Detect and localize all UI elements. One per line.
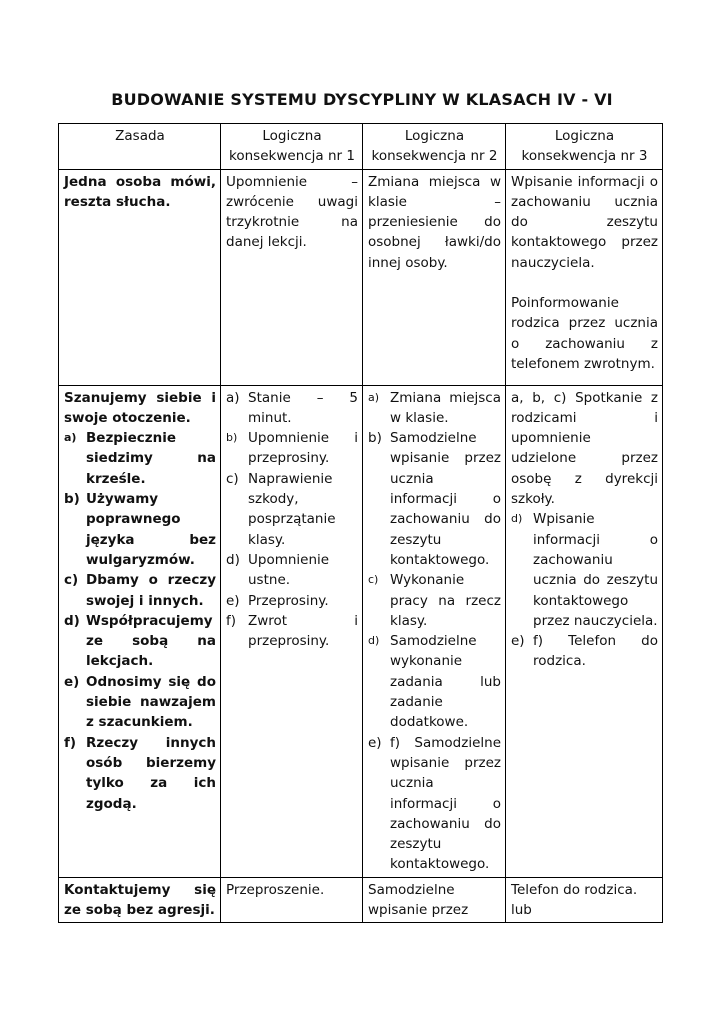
consequence-3-note: Poinformowanie rodzica przez ucznia o zachowaniu z telefonem zwrotnym. (511, 295, 658, 372)
consequence-2-cell: Zmiana miejsca w klasie – przeniesienie do osobnej ławki/do innej osoby. (363, 169, 506, 385)
list-marker: d) (226, 551, 240, 568)
consequence-1-cell: Upomnienie – zwrócenie uwagi trzykrotnie na danej lekcji. (221, 169, 363, 385)
list-text: Używamy poprawnego języka bez wulgaryzmów. (86, 491, 216, 568)
consequence-3-note: lub (511, 902, 532, 919)
page-title: BUDOWANIE SYSTEMU DYSCYPLINY W KLASACH IV - VI (111, 90, 613, 109)
header-konsekwencja-3: Logiczna konsekwencja nr 3 (506, 124, 663, 170)
list-text: Wykonanie pracy na rzecz klasy. (390, 572, 501, 629)
list-marker: e) (64, 673, 80, 690)
list-marker: d) (368, 634, 380, 648)
list-text: Przeprosiny. (248, 592, 329, 609)
list-text: f) Samodzielne wpisanie przez ucznia informacji o zachowaniu do zeszytu kontaktowego. (390, 734, 501, 873)
list-item (226, 591, 358, 611)
list-text: Upomnienie i przeprosiny. (248, 430, 358, 467)
list-marker: a) (226, 389, 240, 406)
list-item (226, 469, 358, 550)
table-row (59, 169, 663, 385)
list-text: Zwrot i przeprosiny. (248, 612, 358, 650)
consequence-3-cell (506, 385, 663, 877)
list-text: Samodzielne wykonanie zadania lub zadanie dodatkowe. (390, 633, 501, 731)
consequence-3-cell (506, 169, 663, 385)
list-text: Rzeczy innych osób bierzemy tylko za ich zgodą. (86, 734, 216, 812)
list-marker: f) (226, 612, 237, 629)
list-marker: b) (368, 430, 382, 447)
header-konsekwencja-1: Logiczna konsekwencja nr 1 (221, 124, 363, 170)
rule-cell: Kontaktujemy się ze sobą bez agresji. (59, 877, 221, 923)
list-text: Zmiana miejsca w klasie. (390, 389, 501, 426)
list-item (64, 611, 216, 672)
consequence-3-intro: a, b, c) Spotkanie z rodzicami i upomnienie udzielone przez osobę z dyrekcji szkoły. (511, 389, 658, 508)
list-marker: a) (64, 431, 77, 445)
list-item (226, 550, 358, 591)
list-item (226, 388, 358, 429)
list-marker: f) (64, 734, 77, 751)
rule-cell (59, 385, 221, 877)
list-item (368, 388, 501, 429)
consequence-2-cell (363, 385, 506, 877)
consequence-2-cell: Samodzielne wpisanie przez (363, 877, 506, 923)
list-marker: c) (226, 470, 239, 487)
list-text: f) Telefon do rodzica. (533, 633, 658, 670)
list-marker: d) (64, 612, 80, 629)
discipline-table (58, 123, 663, 923)
table-row (59, 877, 663, 923)
list-text: Upomnienie ustne. (248, 551, 330, 589)
list-text: Wpisanie informacji o zachowaniu ucznia do zeszytu kontaktowego przez nauczyciela. (533, 511, 658, 629)
list-text: Dbamy o rzeczy swojej i innych. (86, 572, 216, 609)
list-item (368, 733, 501, 875)
list-marker: c) (64, 572, 79, 589)
list-marker: b) (64, 491, 80, 508)
list-text: Naprawienie szkody, posprzątanie klasy. (248, 470, 336, 548)
table-row (59, 385, 663, 877)
list-item (64, 570, 216, 611)
list-marker: b) (226, 431, 238, 445)
list-marker: c) (368, 573, 379, 587)
list-text: Odnosimy się do siebie nawzajem z szacunkiem. (86, 673, 216, 731)
list-marker: e) (511, 633, 525, 650)
consequence-3-cell (506, 877, 663, 923)
list-item (511, 509, 658, 631)
rule-intro: Szanujemy siebie i swoje otoczenie. (64, 389, 216, 426)
list-text: Samodzielne wpisanie przez ucznia informacji o zachowaniu do zeszytu kontaktowego. (390, 430, 501, 568)
list-item (64, 428, 216, 489)
consequence-1-cell (221, 385, 363, 877)
list-item (368, 570, 501, 631)
table-header-row (59, 124, 663, 170)
list-marker: e) (226, 592, 240, 609)
list-text: Bezpiecznie siedzimy na krześle. (86, 430, 216, 487)
list-marker: d) (511, 512, 523, 526)
list-item (368, 428, 501, 570)
list-item (64, 672, 216, 733)
list-text: Stanie – 5 minut. (248, 389, 358, 426)
consequence-3-text: Wpisanie informacji o zachowaniu ucznia do zeszytu kontaktowego przez nauczyciela. (511, 173, 658, 271)
list-marker: e) (368, 734, 382, 751)
list-item (368, 631, 501, 732)
list-item (511, 631, 658, 672)
consequence-1-cell: Przeproszenie. (221, 877, 363, 923)
list-item (226, 428, 358, 469)
list-item (64, 489, 216, 570)
header-zasada: Zasada (59, 124, 221, 170)
list-item (226, 611, 358, 652)
list-text: Współpracujemy ze sobą na lekcjach. (86, 612, 216, 670)
rule-cell: Jedna osoba mówi, reszta słucha. (59, 169, 221, 385)
list-marker: a) (368, 390, 380, 404)
header-konsekwencja-2: Logiczna konsekwencja nr 2 (363, 124, 506, 170)
consequence-3-text: Telefon do rodzica. (511, 881, 638, 898)
list-item (64, 733, 216, 814)
